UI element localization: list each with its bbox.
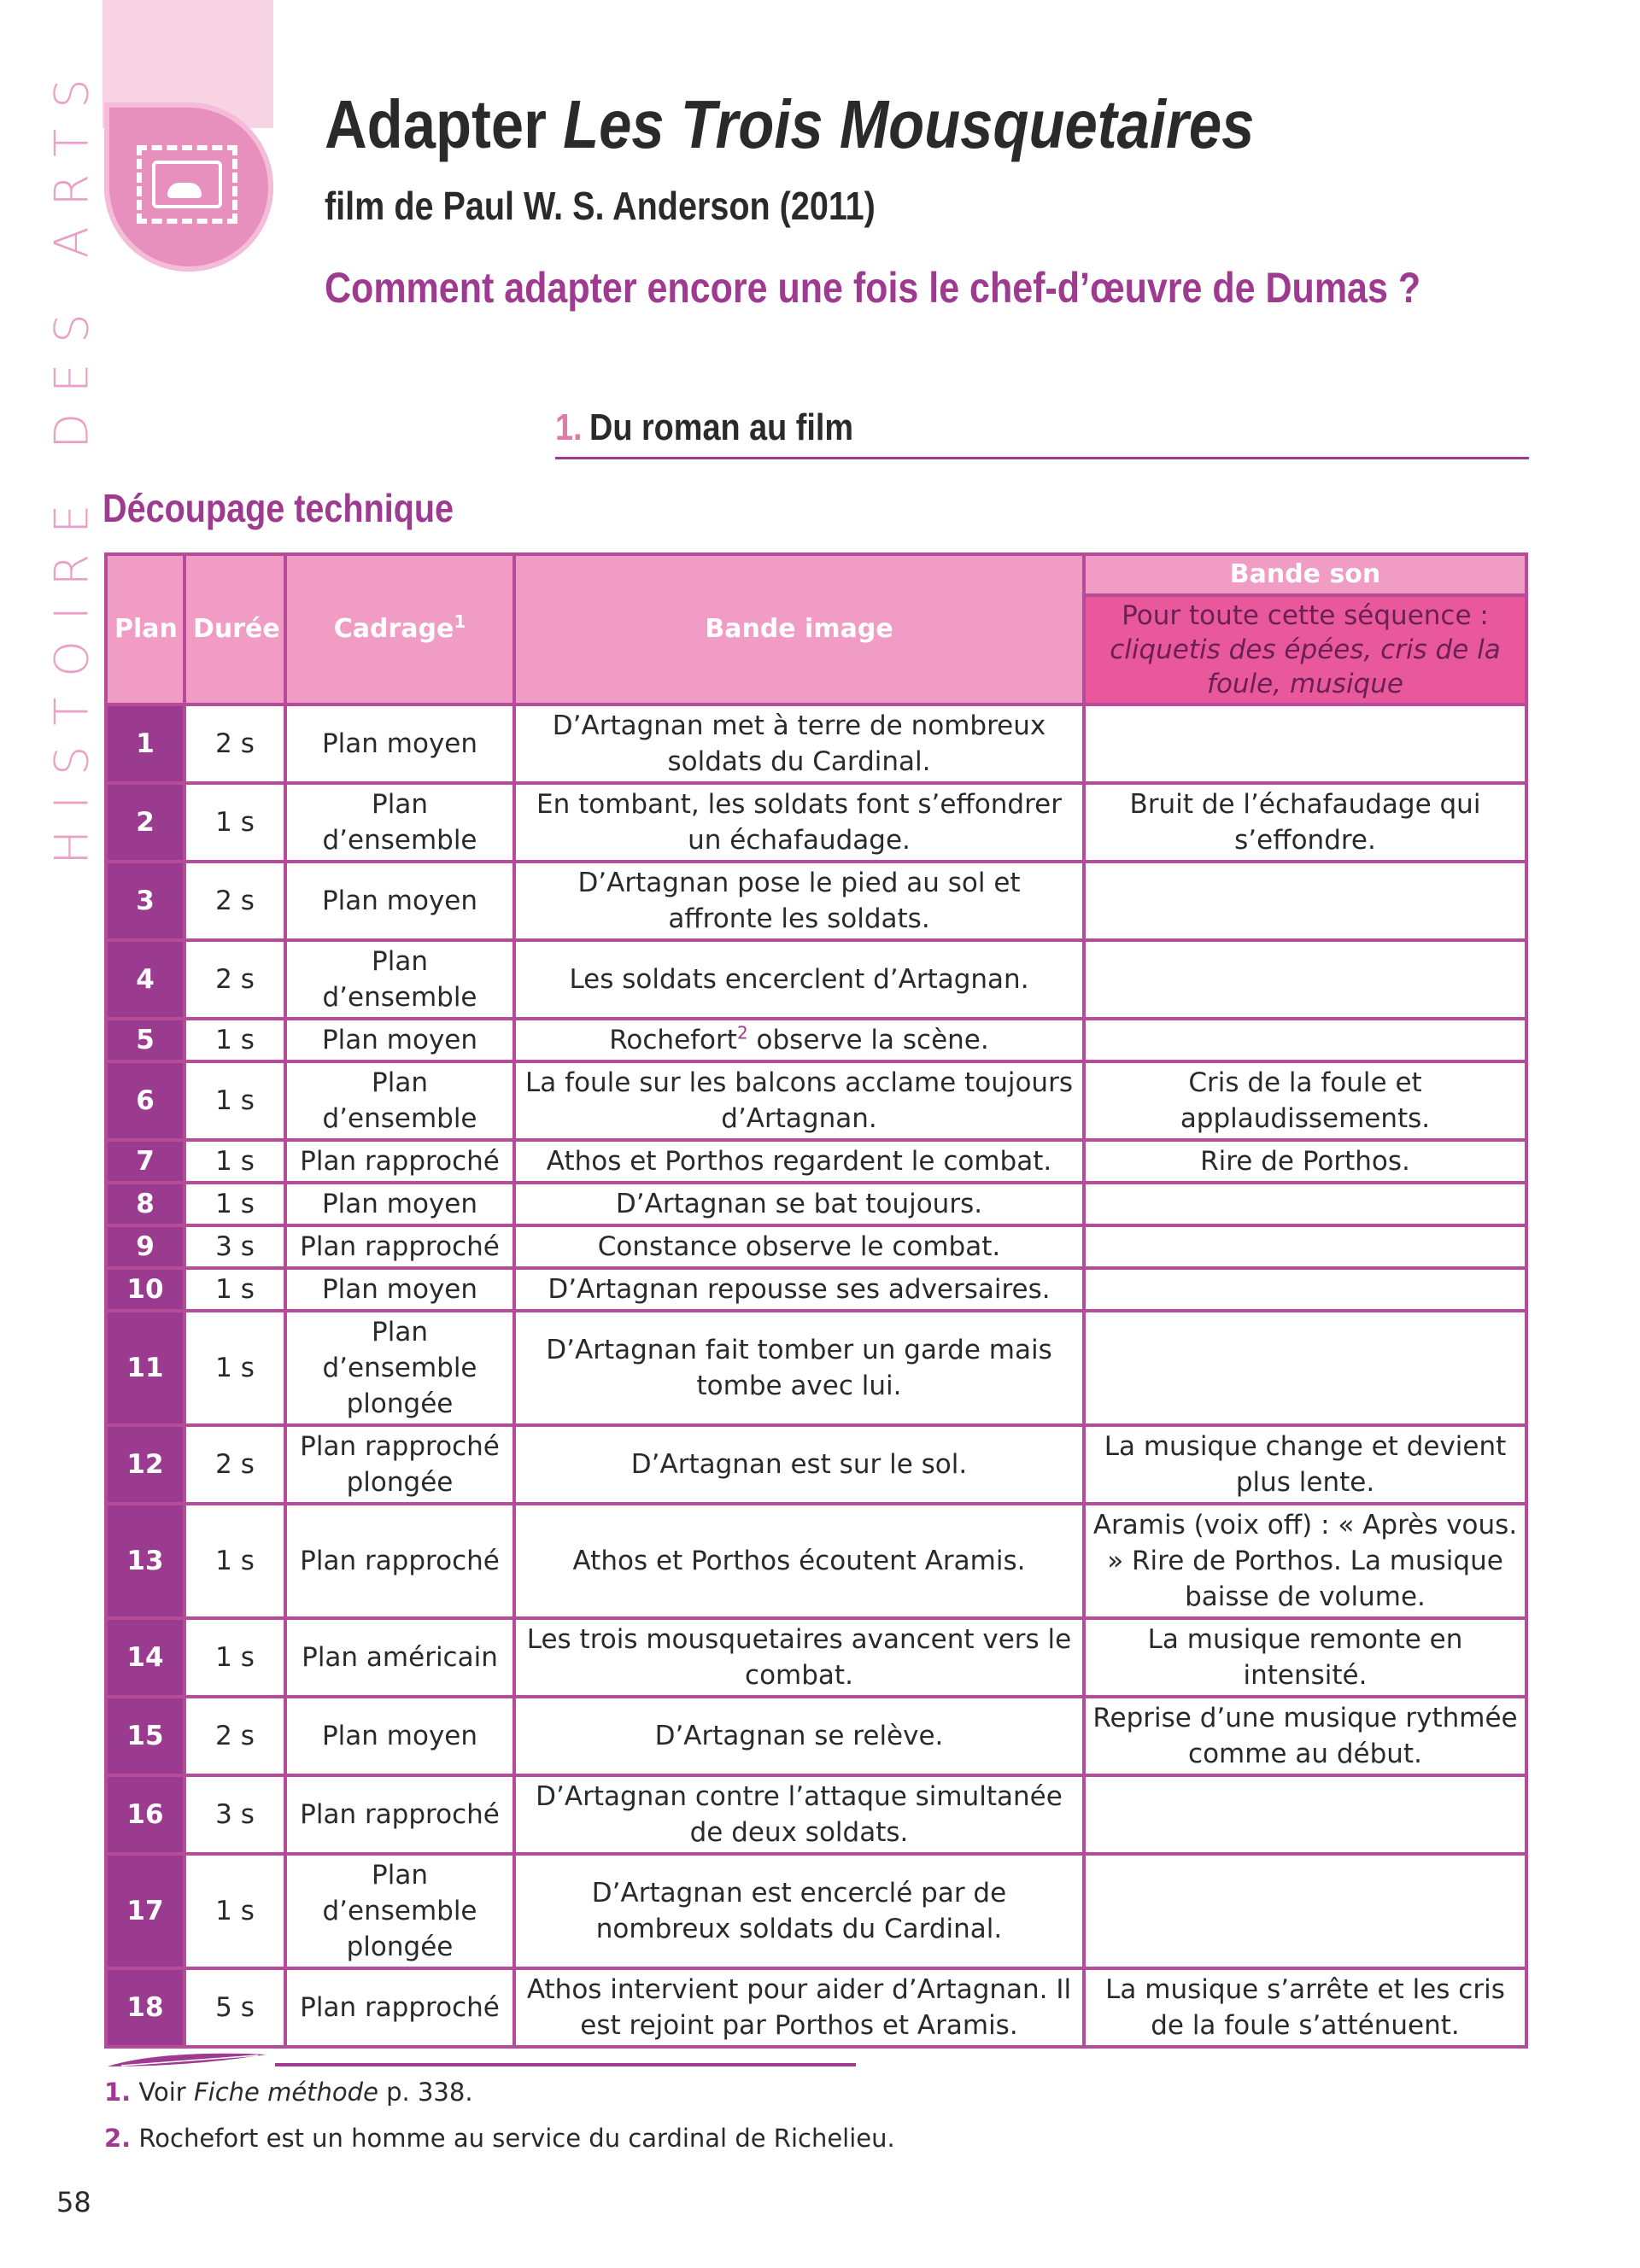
- cadrage-cell: Plan d’ensemble: [285, 940, 514, 1019]
- duree-cell: 1 s: [184, 1618, 285, 1697]
- duree-cell: 2 s: [184, 704, 285, 783]
- bande-son-cell: Bruit de l’échafaudage qui s’effondre.: [1084, 783, 1526, 862]
- cadrage-cell: Plan américain: [285, 1618, 514, 1697]
- table-row: [106, 1019, 1526, 1061]
- cadrage-cell: Plan rapproché: [285, 1504, 514, 1618]
- plan-cell: 14: [106, 1618, 184, 1697]
- header-bande-image: Bande image: [514, 554, 1084, 704]
- title-work: Les Trois Mousquetaires: [563, 86, 1255, 162]
- bande-image-cell: D’Artagnan repousse ses adversaires.: [514, 1268, 1084, 1311]
- plan-cell: 18: [106, 1968, 184, 2047]
- footnote: 1. Voir Fiche méthode p. 338.: [104, 2078, 473, 2107]
- table-row: [106, 1311, 1526, 1425]
- cadrage-cell: Plan d’ensemble plongée: [285, 1854, 514, 1968]
- bande-image-cell: D’Artagnan met à terre de nombreux soldats du Cardinal.: [514, 704, 1084, 783]
- bande-image-cell: D’Artagnan pose le pied au sol et affronte les soldats.: [514, 862, 1084, 940]
- bande-image-cell: D’Artagnan fait tomber un garde mais tombe avec lui.: [514, 1311, 1084, 1425]
- table-row: [106, 1183, 1526, 1225]
- cadrage-cell: Plan rapproché: [285, 1225, 514, 1268]
- bande-image-cell: Athos et Porthos regardent le combat.: [514, 1140, 1084, 1183]
- cadrage-cell: Plan d’ensemble: [285, 783, 514, 862]
- section-title: Du roman au film: [589, 406, 854, 448]
- bande-son-cell: [1084, 1854, 1526, 1968]
- footnote: 2. Rochefort est un homme au service du cardinal de Richelieu.: [104, 2124, 895, 2153]
- footnote-ref-2: 2: [736, 1022, 748, 1043]
- bande-son-cell: [1084, 1775, 1526, 1854]
- duree-cell: 2 s: [184, 1425, 285, 1504]
- page-subtitle: film de Paul W. S. Anderson (2011): [325, 184, 876, 228]
- bande-image-cell: D’Artagnan se relève.: [514, 1697, 1084, 1775]
- bande-image-cell: D’Artagnan est encerclé par de nombreux soldats du Cardinal.: [514, 1854, 1084, 1968]
- plan-cell: 4: [106, 940, 184, 1019]
- plan-cell: 10: [106, 1268, 184, 1311]
- bande-son-cell: Cris de la foule et applaudissements.: [1084, 1061, 1526, 1140]
- section-number: 1.: [555, 406, 583, 448]
- bande-son-cell: [1084, 940, 1526, 1019]
- table-row: [106, 1140, 1526, 1183]
- table-row: [106, 1061, 1526, 1140]
- plan-cell: 17: [106, 1854, 184, 1968]
- bande-image-cell: En tombant, les soldats font s’effondrer un échafaudage.: [514, 783, 1084, 862]
- duree-cell: 3 s: [184, 1225, 285, 1268]
- bande-son-cell: La musique s’arrête et les cris de la foule s’atténuent.: [1084, 1968, 1526, 2047]
- duree-cell: 1 s: [184, 783, 285, 862]
- cadrage-cell: Plan moyen: [285, 862, 514, 940]
- plan-cell: 15: [106, 1697, 184, 1775]
- bande-son-cell: [1084, 1019, 1526, 1061]
- cadrage-cell: Plan rapproché plongée: [285, 1425, 514, 1504]
- header-bande-son-sub: Pour toute cette séquence : cliquetis des épées, cris de la foule, musique: [1084, 595, 1526, 704]
- duree-cell: 1 s: [184, 1183, 285, 1225]
- duree-cell: 3 s: [184, 1775, 285, 1854]
- arts-frame-logo-icon: [104, 102, 273, 272]
- table-row: [106, 1775, 1526, 1854]
- plan-cell: 8: [106, 1183, 184, 1225]
- table-row: [106, 704, 1526, 783]
- table-row: [106, 1968, 1526, 2047]
- duree-cell: 1 s: [184, 1311, 285, 1425]
- plan-cell: 5: [106, 1019, 184, 1061]
- bande-image-cell: Constance observe le combat.: [514, 1225, 1084, 1268]
- bande-image-cell: Les soldats encerclent d’Artagnan.: [514, 940, 1084, 1019]
- table-row: [106, 783, 1526, 862]
- cadrage-cell: Plan moyen: [285, 704, 514, 783]
- page-title: [325, 85, 1254, 164]
- table-row: [106, 1425, 1526, 1504]
- bande-son-cell: Aramis (voix off) : « Après vous. » Rire de Porthos. La musique baisse de volume.: [1084, 1504, 1526, 1618]
- cadrage-cell: Plan d’ensemble: [285, 1061, 514, 1140]
- bande-image-cell: Athos intervient pour aider d’Artagnan. Il est rejoint par Porthos et Aramis.: [514, 1968, 1084, 2047]
- duree-cell: 1 s: [184, 1504, 285, 1618]
- table-row: [106, 1268, 1526, 1311]
- duree-cell: 1 s: [184, 1019, 285, 1061]
- plan-cell: 1: [106, 704, 184, 783]
- sidebar-label: HISTOIRE DES ARTS: [44, 58, 99, 864]
- table-row: [106, 1618, 1526, 1697]
- cadrage-cell: Plan rapproché: [285, 1140, 514, 1183]
- header-duree: Durée: [184, 554, 285, 704]
- bande-image-cell: Rochefort$^2$ observe la scène.: [514, 1019, 1084, 1061]
- section-heading: [555, 406, 1529, 459]
- plan-cell: 7: [106, 1140, 184, 1183]
- bande-son-cell: [1084, 1268, 1526, 1311]
- plan-cell: 12: [106, 1425, 184, 1504]
- duree-cell: 1 s: [184, 1140, 285, 1183]
- plan-cell: 6: [106, 1061, 184, 1140]
- cadrage-cell: Plan moyen: [285, 1268, 514, 1311]
- table-caption: Découpage technique: [102, 486, 454, 530]
- cadrage-cell: Plan rapproché: [285, 1775, 514, 1854]
- cadrage-cell: Plan moyen: [285, 1019, 514, 1061]
- cadrage-cell: Plan moyen: [285, 1183, 514, 1225]
- guiding-question: Comment adapter encore une fois le chef-d’œuvre de Dumas ?: [325, 264, 1421, 312]
- bande-image-cell: D’Artagnan se bat toujours.: [514, 1183, 1084, 1225]
- plan-cell: 9: [106, 1225, 184, 1268]
- duree-cell: 2 s: [184, 940, 285, 1019]
- duree-cell: 1 s: [184, 1268, 285, 1311]
- duree-cell: 1 s: [184, 1854, 285, 1968]
- bande-son-cell: [1084, 1183, 1526, 1225]
- table-row: [106, 1504, 1526, 1618]
- bande-son-cell: La musique remonte en intensité.: [1084, 1618, 1526, 1697]
- plan-cell: 11: [106, 1311, 184, 1425]
- duree-cell: 5 s: [184, 1968, 285, 2047]
- bande-son-cell: Rire de Porthos.: [1084, 1140, 1526, 1183]
- duree-cell: 1 s: [184, 1061, 285, 1140]
- header-cadrage: Cadrage$^1$: [285, 554, 514, 704]
- bande-image-cell: D’Artagnan est sur le sol.: [514, 1425, 1084, 1504]
- table-row: [106, 1854, 1526, 1968]
- table-row: [106, 862, 1526, 940]
- duree-cell: 2 s: [184, 862, 285, 940]
- plan-cell: 13: [106, 1504, 184, 1618]
- footnote-ref-1: 1: [454, 611, 466, 632]
- bande-son-cell: [1084, 704, 1526, 783]
- header-bande-son: Bande son: [1084, 554, 1526, 595]
- cadrage-cell: Plan moyen: [285, 1697, 514, 1775]
- bande-son-cell: Reprise d’une musique rythmée comme au début.: [1084, 1697, 1526, 1775]
- cadrage-cell: Plan rapproché: [285, 1968, 514, 2047]
- decoupage-table: [104, 552, 1528, 2049]
- bande-son-cell: [1084, 1225, 1526, 1268]
- bande-son-cell: La musique change et devient plus lente.: [1084, 1425, 1526, 1504]
- plan-cell: 16: [106, 1775, 184, 1854]
- bande-image-cell: Athos et Porthos écoutent Aramis.: [514, 1504, 1084, 1618]
- duree-cell: 2 s: [184, 1697, 285, 1775]
- page-number: 58: [56, 2186, 91, 2218]
- plan-cell: 3: [106, 862, 184, 940]
- header-plan: Plan: [106, 554, 184, 704]
- table-row: [106, 1697, 1526, 1775]
- table-row: [106, 940, 1526, 1019]
- cadrage-cell: Plan d’ensemble plongée: [285, 1311, 514, 1425]
- title-prefix: Adapter: [325, 86, 547, 162]
- bande-son-cell: [1084, 1311, 1526, 1425]
- bande-image-cell: La foule sur les balcons acclame toujours d’Artagnan.: [514, 1061, 1084, 1140]
- footnotes: [104, 2075, 1300, 2167]
- quill-divider-icon: [104, 2048, 856, 2073]
- bande-son-cell: [1084, 862, 1526, 940]
- bande-image-cell: D’Artagnan contre l’attaque simultanée de deux soldats.: [514, 1775, 1084, 1854]
- plan-cell: 2: [106, 783, 184, 862]
- bande-image-cell: Les trois mousquetaires avancent vers le combat.: [514, 1618, 1084, 1697]
- table-row: [106, 1225, 1526, 1268]
